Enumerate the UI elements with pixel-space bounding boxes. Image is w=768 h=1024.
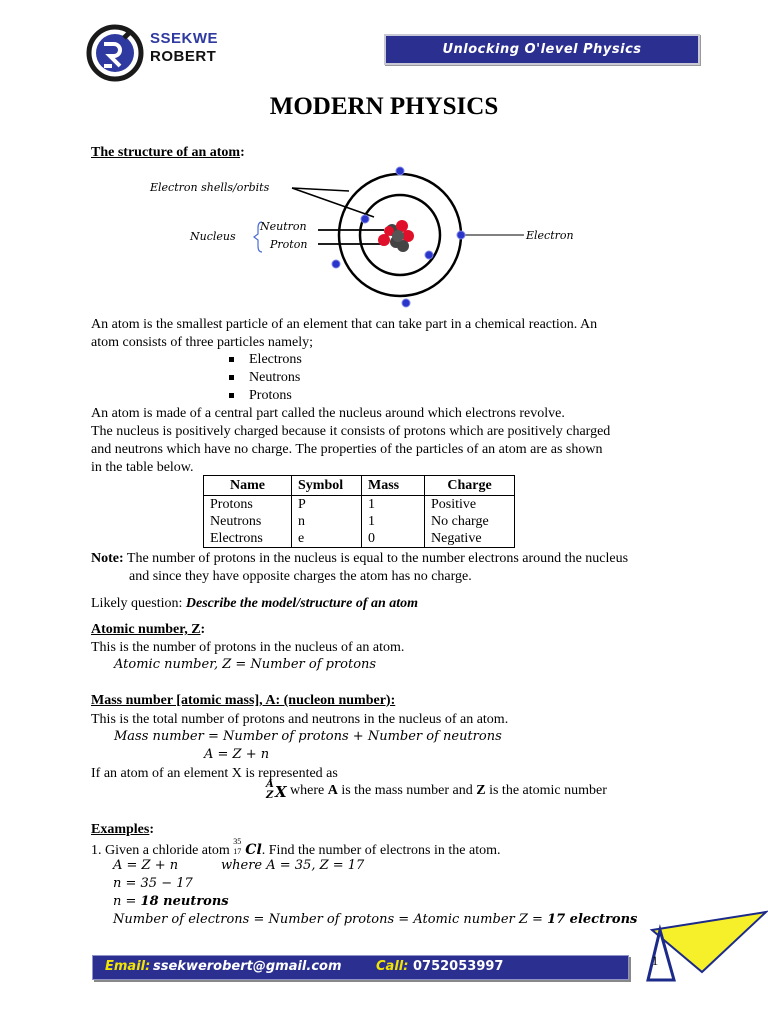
note-line-2: and since they have opposite charges the atom has no charge. <box>129 569 472 584</box>
particles-table <box>203 475 515 548</box>
list-item: Neutrons <box>249 370 301 385</box>
label-nucleus: Nucleus <box>190 230 236 243</box>
example-1-step-1: A = Z + n <box>113 858 179 873</box>
table-cell: 1 <box>362 496 425 514</box>
likely-question: Likely question: Describe the model/structure of an atom <box>91 596 419 611</box>
atomic-number-definition: This is the number of protons in the nucleus of an atom. <box>91 640 405 655</box>
column-header: Mass <box>362 476 425 496</box>
notation-explanation: where A is the mass number and Z is the atomic number <box>290 783 607 798</box>
example-1-question: 1. Given a chloride atom 35 17 Cl. Find the number of electrons in the atom. <box>91 837 501 858</box>
nucleus-line-4: in the table below. <box>91 460 194 475</box>
table-cell: P <box>292 496 362 514</box>
mass-number-definition: This is the total number of protons and neutrons in the nucleus of an atom. <box>91 712 509 727</box>
table-row <box>204 530 515 548</box>
table-cell: Positive <box>425 496 515 514</box>
logo-icon <box>86 24 144 82</box>
nuclide-notation: A Z X <box>266 779 287 801</box>
nucleus-icon <box>378 220 414 252</box>
label-electron: Electron <box>526 229 574 242</box>
table-cell: Negative <box>425 530 515 548</box>
example-1-step-1b: where A = 35, Z = 17 <box>221 858 365 873</box>
section-heading-mass-number: Mass number [atomic mass], A: (nucleon number): <box>91 693 396 708</box>
nucleus-line-1: An atom is made of a central part called the nucleus around which electrons revolve. <box>91 406 565 421</box>
table-cell: Protons <box>204 496 292 514</box>
atomic-number-formula: Atomic number, Z = Number of protons <box>114 657 377 672</box>
table-cell: e <box>292 530 362 548</box>
section-heading-atomic-number: Atomic number, Z: <box>91 622 206 637</box>
example-1-step-2: n = 35 − 17 <box>113 876 193 891</box>
phone-link[interactable]: 0752053997 <box>413 959 504 974</box>
label-proton: Proton <box>270 238 308 251</box>
email-label: Email: <box>105 959 151 974</box>
page-title: MODERN PHYSICS <box>269 93 499 120</box>
list-item: Protons <box>249 388 292 403</box>
intro-line-1: An atom is the smallest particle of an element that can take part in a chemical reaction. An <box>91 317 598 332</box>
column-header: Symbol <box>292 476 362 496</box>
table-cell: 1 <box>362 513 425 530</box>
table-cell: n <box>292 513 362 530</box>
table-cell: Neutrons <box>204 513 292 530</box>
mass-number-formula-1: Mass number = Number of protons + Number of neutrons <box>114 729 502 744</box>
banner-text: Unlocking O'level Physics <box>442 42 642 57</box>
email-link[interactable]: ssekwerobert@gmail.com <box>153 959 342 974</box>
atom-diagram <box>140 160 600 310</box>
example-1-step-4: Number of electrons = Number of protons = Atomic number Z = 17 electrons <box>113 912 638 927</box>
example-1-step-3: n = 18 neutrons <box>113 894 229 909</box>
table-row <box>204 513 515 530</box>
brand-name-line2: ROBERT <box>150 48 217 65</box>
nucleus-line-3: and neutrons which have no charge. The properties of the particles of an atom are as shown <box>91 442 603 457</box>
footer-bar <box>92 955 629 980</box>
list-item: Electrons <box>249 352 302 367</box>
table-cell: 0 <box>362 530 425 548</box>
call-label: Call: <box>376 959 409 974</box>
section-heading-structure: The structure of an atom: <box>91 145 245 160</box>
page-corner-decoration <box>614 908 768 982</box>
section-heading-examples: Examples: <box>91 822 155 837</box>
nucleus-line-2: The nucleus is positively charged because it consists of protons which are positively charged <box>91 424 611 439</box>
table-row <box>204 496 515 514</box>
mass-number-formula-2: A = Z + n <box>204 747 270 762</box>
page-number: 1 <box>651 953 659 968</box>
column-header: Charge <box>425 476 515 496</box>
table-header-row <box>204 476 515 496</box>
header-banner <box>384 34 700 65</box>
label-neutron: Neutron <box>260 220 307 233</box>
note-line-1: Note: The number of protons in the nucleus is equal to the number electrons around the nucleus <box>91 551 629 566</box>
table-cell: No charge <box>425 513 515 530</box>
column-header: Name <box>204 476 292 496</box>
represent-line: If an atom of an element X is represented as <box>91 766 338 781</box>
table-cell: Electrons <box>204 530 292 548</box>
intro-line-2: atom consists of three particles namely; <box>91 335 313 350</box>
brand-name-line1: SSEKWE <box>150 30 219 47</box>
label-electron-shells: Electron shells/orbits <box>150 181 270 194</box>
